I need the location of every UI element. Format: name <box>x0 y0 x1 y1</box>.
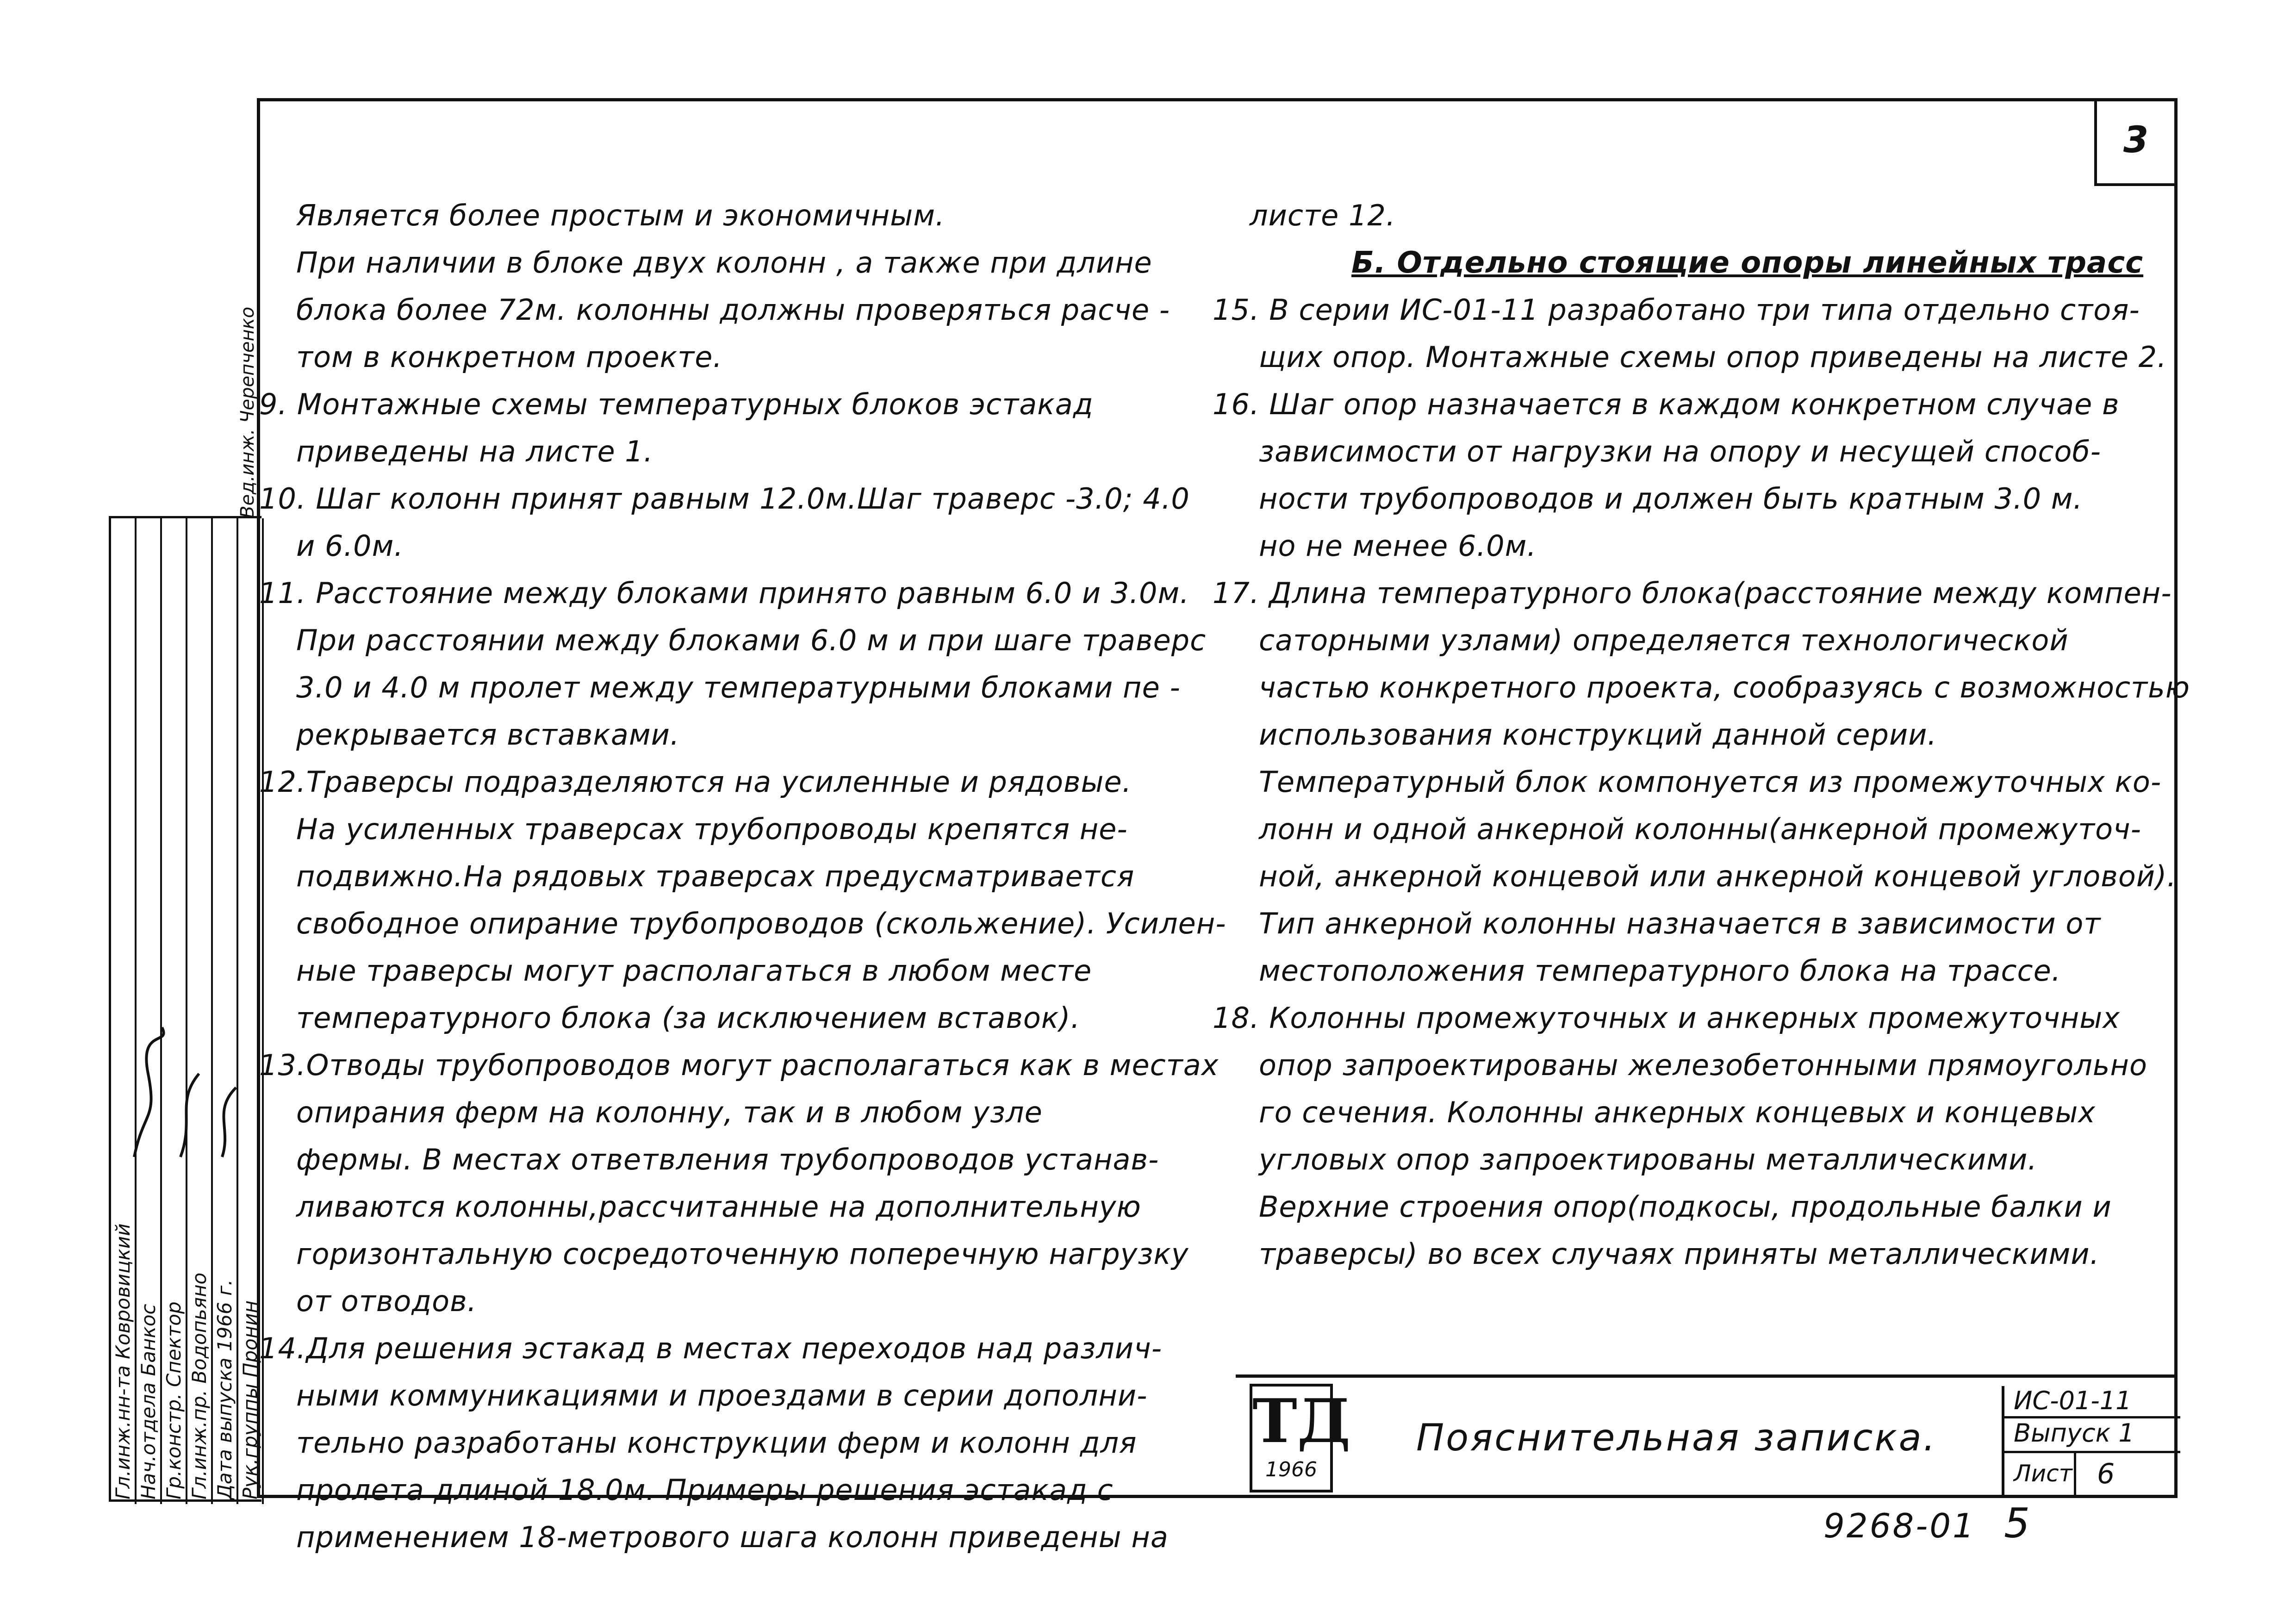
right-column <box>1213 192 2190 1278</box>
text-line: тельно разработаны конструкции ферм и колонн для <box>296 1426 1137 1460</box>
text-line: лонн и одной анкерной колонны(анкерной промежуточ- <box>1259 812 2142 846</box>
text-line: 3.0 и 4.0 м пролет между температурными блоками пе - <box>296 671 1181 704</box>
text-line: ной, анкерной концевой или анкерной концевой угловой). <box>1259 859 2177 893</box>
text-line: ные траверсы могут располагаться в любом месте <box>296 954 1092 988</box>
text-line: и 6.0м. <box>296 529 404 563</box>
issue-label: Выпуск 1 <box>2014 1418 2134 1448</box>
stamp-row <box>213 518 238 1504</box>
text-line: щих опор. Монтажные схемы опор приведены на листе 2. <box>1259 340 2167 374</box>
text-line: Верхние строения опор(подкосы, продольные балки и <box>1259 1190 2112 1224</box>
text-line: частью конкретного проекта, сообразуясь с возможностью <box>1259 671 2190 704</box>
text-line: траверсы) во всех случаях приняты металлическими. <box>1259 1237 2100 1271</box>
stamp-extra-row <box>109 306 261 518</box>
stamp-row <box>111 518 137 1504</box>
text-line: использования конструкций данной серии. <box>1259 718 1937 752</box>
stamp-row-label: Гл.инж.пр. Водопьяно <box>187 1272 211 1499</box>
text-line: 18. Колонны промежуточных и анкерных промежуточных <box>1213 1001 2120 1035</box>
logo-year: 1966 <box>1265 1458 1317 1481</box>
text-line: пролета длиной 18.0м. Примеры решения эстакад с <box>296 1473 1114 1507</box>
text-line: При наличии в блоке двух колонн , а также при длине <box>296 246 1152 280</box>
text-line: 15. В серии ИС-01-11 разработано три типа отдельно стоя- <box>1213 293 2140 327</box>
text-line: Является более простым и экономичным. <box>296 199 945 232</box>
text-line: приведены на листе 1. <box>296 435 653 468</box>
archive-page-number: 5 <box>2004 1499 2030 1547</box>
text-line: том в конкретном проекте. <box>296 340 723 374</box>
text-line: 9. Монтажные схемы температурных блоков эстакад <box>259 387 1094 421</box>
text-line: применением 18-метрового шага колонн приведены на <box>296 1520 1169 1554</box>
text-line: блока более 72м. колонны должны проверяться расче - <box>296 293 1170 327</box>
text-line: ности трубопроводов и должен быть кратным 3.0 м. <box>1259 482 2083 516</box>
text-line: от отводов. <box>296 1284 477 1318</box>
document-title: Пояснительная записка. <box>1416 1416 1937 1459</box>
sheet-cell <box>2004 1453 2180 1498</box>
text-line: Температурный блок компонуется из промежуточных ко- <box>1259 765 2162 799</box>
series-cell <box>2004 1386 2180 1418</box>
title-meta <box>2002 1386 2178 1498</box>
text-line: саторными узлами) определяется технологической <box>1259 623 2069 657</box>
text-line: горизонтальную сосредоточенную поперечную нагрузку <box>296 1237 1189 1271</box>
text-line: опирания ферм на колонну, так и в любом узле <box>296 1095 1043 1129</box>
td-logo <box>1250 1384 1351 1492</box>
signature-mark <box>116 1018 255 1171</box>
sheet-label: Лист <box>2014 1460 2072 1487</box>
section-heading: Б. Отдельно стоящие опоры линейных трасс <box>1351 246 2144 280</box>
stamp-row-label: Дата выпуска 1966 г. <box>213 1279 236 1499</box>
text-line: Тип анкерной колонны назначается в зависимости от <box>1259 907 2101 940</box>
text-line: 13.Отводы трубопроводов могут располагаться как в местах <box>259 1048 1219 1082</box>
sheet-number: 6 <box>2097 1458 2115 1490</box>
text-line: 17. Длина температурного блока(расстояние между компен- <box>1213 576 2172 610</box>
text-line: но не менее 6.0м. <box>1259 529 1537 563</box>
page-number: 3 <box>2123 119 2149 161</box>
stamp-row-label: Гл.инж.нн-та Ковровицкий <box>111 1223 134 1499</box>
left-column <box>259 192 1226 1561</box>
text-line: 11. Расстояние между блоками принято равным 6.0 и 3.0м. <box>259 576 1189 610</box>
text-line: 14.Для решения эстакад в местах переходов над различ- <box>259 1331 1163 1365</box>
text-line: 10. Шаг колонн принят равным 12.0м.Шаг траверс -3.0; 4.0 <box>259 482 1190 516</box>
text-line: рекрывается вставками. <box>296 718 680 752</box>
stamp-row-label: Вед.инж. Черепченко <box>237 306 258 518</box>
issue-cell <box>2004 1418 2180 1453</box>
text-line: местоположения температурного блока на трассе. <box>1259 954 2061 988</box>
text-line: На усиленных траверсах трубопроводы крепятся не- <box>296 812 1128 846</box>
text-line: температурного блока (за исключением вставок). <box>296 1001 1081 1035</box>
text-line: подвижно.На рядовых траверсах предусматривается <box>296 859 1135 893</box>
text-line: свободное опирание трубопроводов (скольжение). Усилен- <box>296 907 1226 940</box>
logo-mark: ТД <box>1252 1386 1351 1456</box>
stamp-row-label: Рук.группы Пронин <box>238 1300 261 1499</box>
stamp-row <box>162 518 187 1504</box>
stamp-row <box>187 518 213 1504</box>
text-line: ными коммуникациями и проездами в серии дополни- <box>296 1379 1148 1412</box>
stamp-row-label: Гр.констр. Спектор <box>162 1301 185 1499</box>
text-line: листе 12. <box>1250 199 1396 232</box>
text-line: го сечения. Колонны анкерных концевых и концевых <box>1259 1095 2096 1129</box>
text-line: угловых опор запроектированы металлическими. <box>1259 1143 2037 1176</box>
text-line: При расстоянии между блоками 6.0 м и при шаге траверс <box>296 623 1207 657</box>
signature-stamp <box>109 516 261 1502</box>
text-line: 12.Траверсы подразделяются на усиленные и рядовые. <box>259 765 1132 799</box>
stamp-row <box>137 518 162 1504</box>
series-code: ИС-01-11 <box>2014 1386 2132 1415</box>
sheet-divider <box>2074 1453 2076 1498</box>
page-number-box <box>2094 98 2178 186</box>
archive-code: 9268-01 <box>1823 1506 1976 1545</box>
text-line: опор запроектированы железобетонными прямоугольно <box>1259 1048 2147 1082</box>
text-line: 16. Шаг опор назначается в каждом конкретном случае в <box>1213 387 2120 421</box>
stamp-row-label: Нач.отдела Банкос <box>137 1304 160 1499</box>
text-line: ливаются колонны,рассчитанные на дополнительную <box>296 1190 1141 1224</box>
text-line: зависимости от нагрузки на опору и несущей способ- <box>1259 435 2101 468</box>
text-line: фермы. В местах ответвления трубопроводов устанав- <box>296 1143 1159 1176</box>
stamp-row <box>238 518 264 1504</box>
